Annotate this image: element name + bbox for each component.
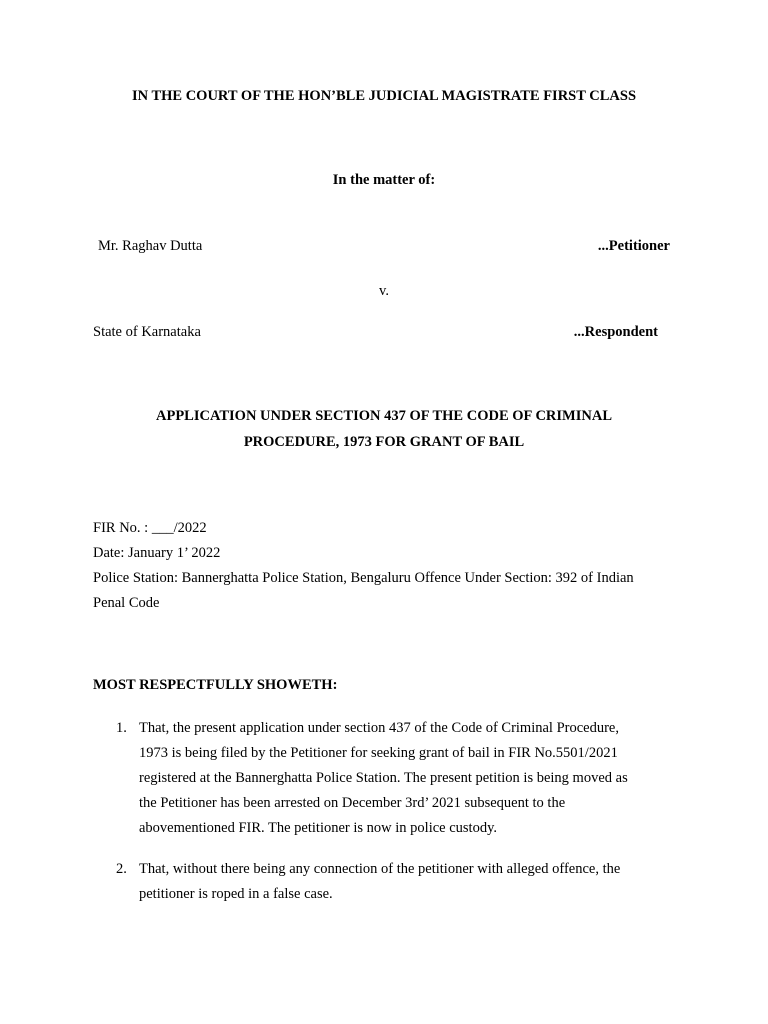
petitioner-role: ...Petitioner bbox=[597, 238, 670, 254]
matter-label: In the matter of: bbox=[332, 172, 436, 188]
respondent-role: ...Respondent bbox=[573, 324, 658, 340]
court-heading: IN THE COURT OF THE HON’BLE JUDICIAL MAGISTRATE FIRST CLASS bbox=[131, 88, 637, 104]
paragraph-line: abovementioned FIR. The petitioner is now in police custody. bbox=[139, 820, 498, 836]
versus-label: v. bbox=[379, 283, 389, 299]
showeth-heading: MOST RESPECTFULLY SHOWETH: bbox=[93, 677, 338, 693]
paragraph-text bbox=[139, 857, 679, 907]
fir-number: FIR No. : ___/2022 bbox=[93, 520, 207, 536]
paragraph-number: 1. bbox=[116, 720, 127, 736]
paragraph-2 bbox=[93, 857, 683, 917]
paragraph-text bbox=[139, 716, 679, 841]
paragraph-1 bbox=[93, 716, 683, 846]
police-station-line-2: Penal Code bbox=[93, 595, 160, 611]
respondent-name: State of Karnataka bbox=[93, 324, 201, 340]
application-title-line-2: PROCEDURE, 1973 FOR GRANT OF BAIL bbox=[243, 434, 525, 450]
fir-date: Date: January 1’ 2022 bbox=[93, 545, 221, 561]
paragraph-line: That, without there being any connection of the petitioner with alleged offence, the bbox=[139, 861, 621, 877]
fir-details bbox=[93, 516, 683, 616]
petitioner-name: Mr. Raghav Dutta bbox=[98, 238, 203, 254]
paragraph-line: That, the present application under section 437 of the Code of Criminal Procedure, bbox=[139, 720, 619, 736]
paragraph-number: 2. bbox=[116, 861, 127, 877]
paragraph-line: the Petitioner has been arrested on December 3rd’ 2021 subsequent to the bbox=[139, 795, 566, 811]
paragraph-line: 1973 is being filed by the Petitioner for seeking grant of bail in FIR No.5501/2021 bbox=[139, 745, 618, 761]
police-station-line-1: Police Station: Bannerghatta Police Station, Bengaluru Offence Under Section: 392 of Indian bbox=[93, 570, 634, 586]
paragraph-line: petitioner is roped in a false case. bbox=[139, 886, 333, 902]
application-title-line-1: APPLICATION UNDER SECTION 437 OF THE CODE OF CRIMINAL bbox=[156, 408, 612, 424]
paragraph-line: registered at the Bannerghatta Police Station. The present petition is being moved as bbox=[139, 770, 628, 786]
